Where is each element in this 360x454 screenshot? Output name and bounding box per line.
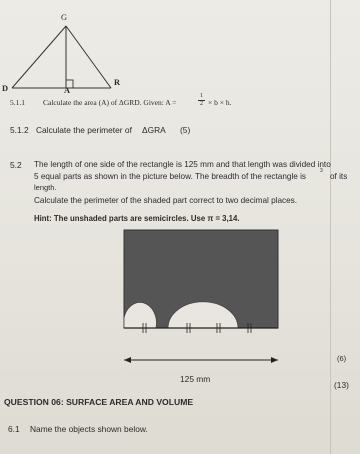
- q52-line3: length.: [34, 183, 57, 192]
- q511-formula-den: 2: [200, 101, 203, 107]
- q52-line1: The length of one side of the rectangle is 125 mm and that length was divided into: [34, 160, 331, 169]
- q52-number: 5.2: [10, 160, 22, 170]
- vertex-label-g: G: [61, 13, 68, 22]
- triangle-diagram: [0, 0, 360, 110]
- q52-line2-end: of its: [330, 172, 348, 181]
- q06-heading: QUESTION 06: SURFACE AREA AND VOLUME: [4, 397, 194, 407]
- vertex-label-d: D: [2, 84, 9, 93]
- q511-formula-rest: × b × h.: [208, 98, 232, 107]
- q512-marks: (5): [180, 125, 191, 135]
- q511-number: 5.1.1: [10, 98, 25, 107]
- dimension-label: 125 mm: [180, 374, 211, 384]
- q61-number: 6.1: [8, 424, 20, 434]
- q52-hint: Hint: The unshaded parts are semicircles. Use π = 3,14.: [34, 214, 240, 223]
- q52-line2: 5 equal parts as shown in the picture below. The breadth of the rectangle is: [34, 172, 307, 181]
- q5-total: (13): [334, 380, 349, 390]
- q512-text: Calculate the perimeter of: [36, 125, 132, 135]
- vertex-label-r: R: [114, 78, 121, 87]
- q512-triangle: ΔGRA: [142, 125, 166, 135]
- shaded-rectangle-diagram: [0, 228, 360, 368]
- q52-superscript: 3: [320, 168, 323, 174]
- q52-marks: (6): [337, 354, 347, 363]
- q61-text: Name the objects shown below.: [30, 424, 148, 434]
- q511-text: Calculate the area (A) of ΔGRD. Given: A =: [43, 98, 177, 107]
- q512-number: 5.1.2: [10, 125, 29, 135]
- vertex-label-a: A: [64, 86, 71, 95]
- q52-line4: Calculate the perimeter of the shaded part correct to two decimal places.: [34, 196, 298, 205]
- q511-formula-num: 1: [200, 93, 203, 99]
